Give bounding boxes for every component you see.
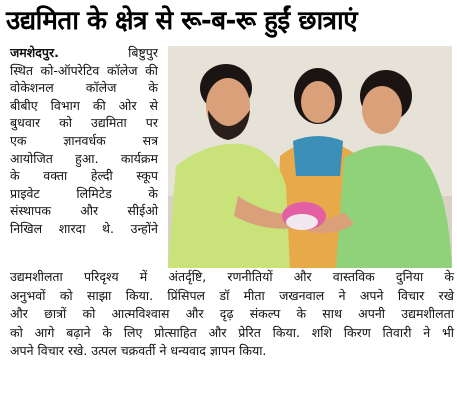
bottom-line: को आगे बढ़ाने के लिए प्रोत्साहित और प्रेरित किया. शशि किरण तिवारी ने भी [10,324,454,340]
column-line: स्थित को-ऑपरेटिव कॉलेज की [10,62,158,78]
woman-center-blouse [293,136,343,176]
column-line: आयोजित हुआ. कार्यक्रम [10,150,158,166]
bottom-line: उद्यमशीलता परिदृश्य में अंतर्दृष्टि, रणनीतियों और वास्तविक दुनिया के [10,269,454,284]
column-line: बीबीए विभाग की ओर से [10,97,158,113]
bouquet-wrap [286,214,318,230]
article-column [10,44,158,238]
column-line: निखिल शारदा थे. उन्होंने [10,220,158,236]
column-line: वोकेशनल कॉलेज के [10,80,158,96]
photo-illustration [168,46,452,268]
column-line: के वक्ता हेल्दी स्कूप [10,168,158,184]
article-bottom-text [10,268,454,361]
column-line: संस्थापक और सीईओ [10,203,158,219]
headline: उद्यमिता के क्षेत्र से रू-ब-रू हुईं छात्राएं [6,6,358,36]
column-line: एक ज्ञानवर्धक सत्र [10,132,158,148]
woman-right-face [362,86,402,134]
column-line: बुधवार को उद्यमिता पर [10,115,158,131]
bottom-line: अपने विचार रखे. उत्पल चक्रवर्ती ने धन्यवाद ज्ञापन किया. [10,343,267,359]
column-line: प्राइवेट लिमिटेड के [10,185,158,201]
man-shirt [168,144,290,268]
bottom-line: अनुभवों को साझा किया. प्रिंसिपल डॉ मीता जखनवाल ने अपने विचार रखे [10,287,454,303]
news-photo [168,46,452,268]
column-line: जमशेदपुर. बिष्टुपुर [10,45,158,60]
bottom-line: और छात्रों को आत्मविश्वास और दृढ़ संकल्प के साथ अपनी उद्यमशीलता [10,306,454,322]
dateline: जमशेदपुर. [10,45,59,60]
woman-center-face [301,81,335,123]
